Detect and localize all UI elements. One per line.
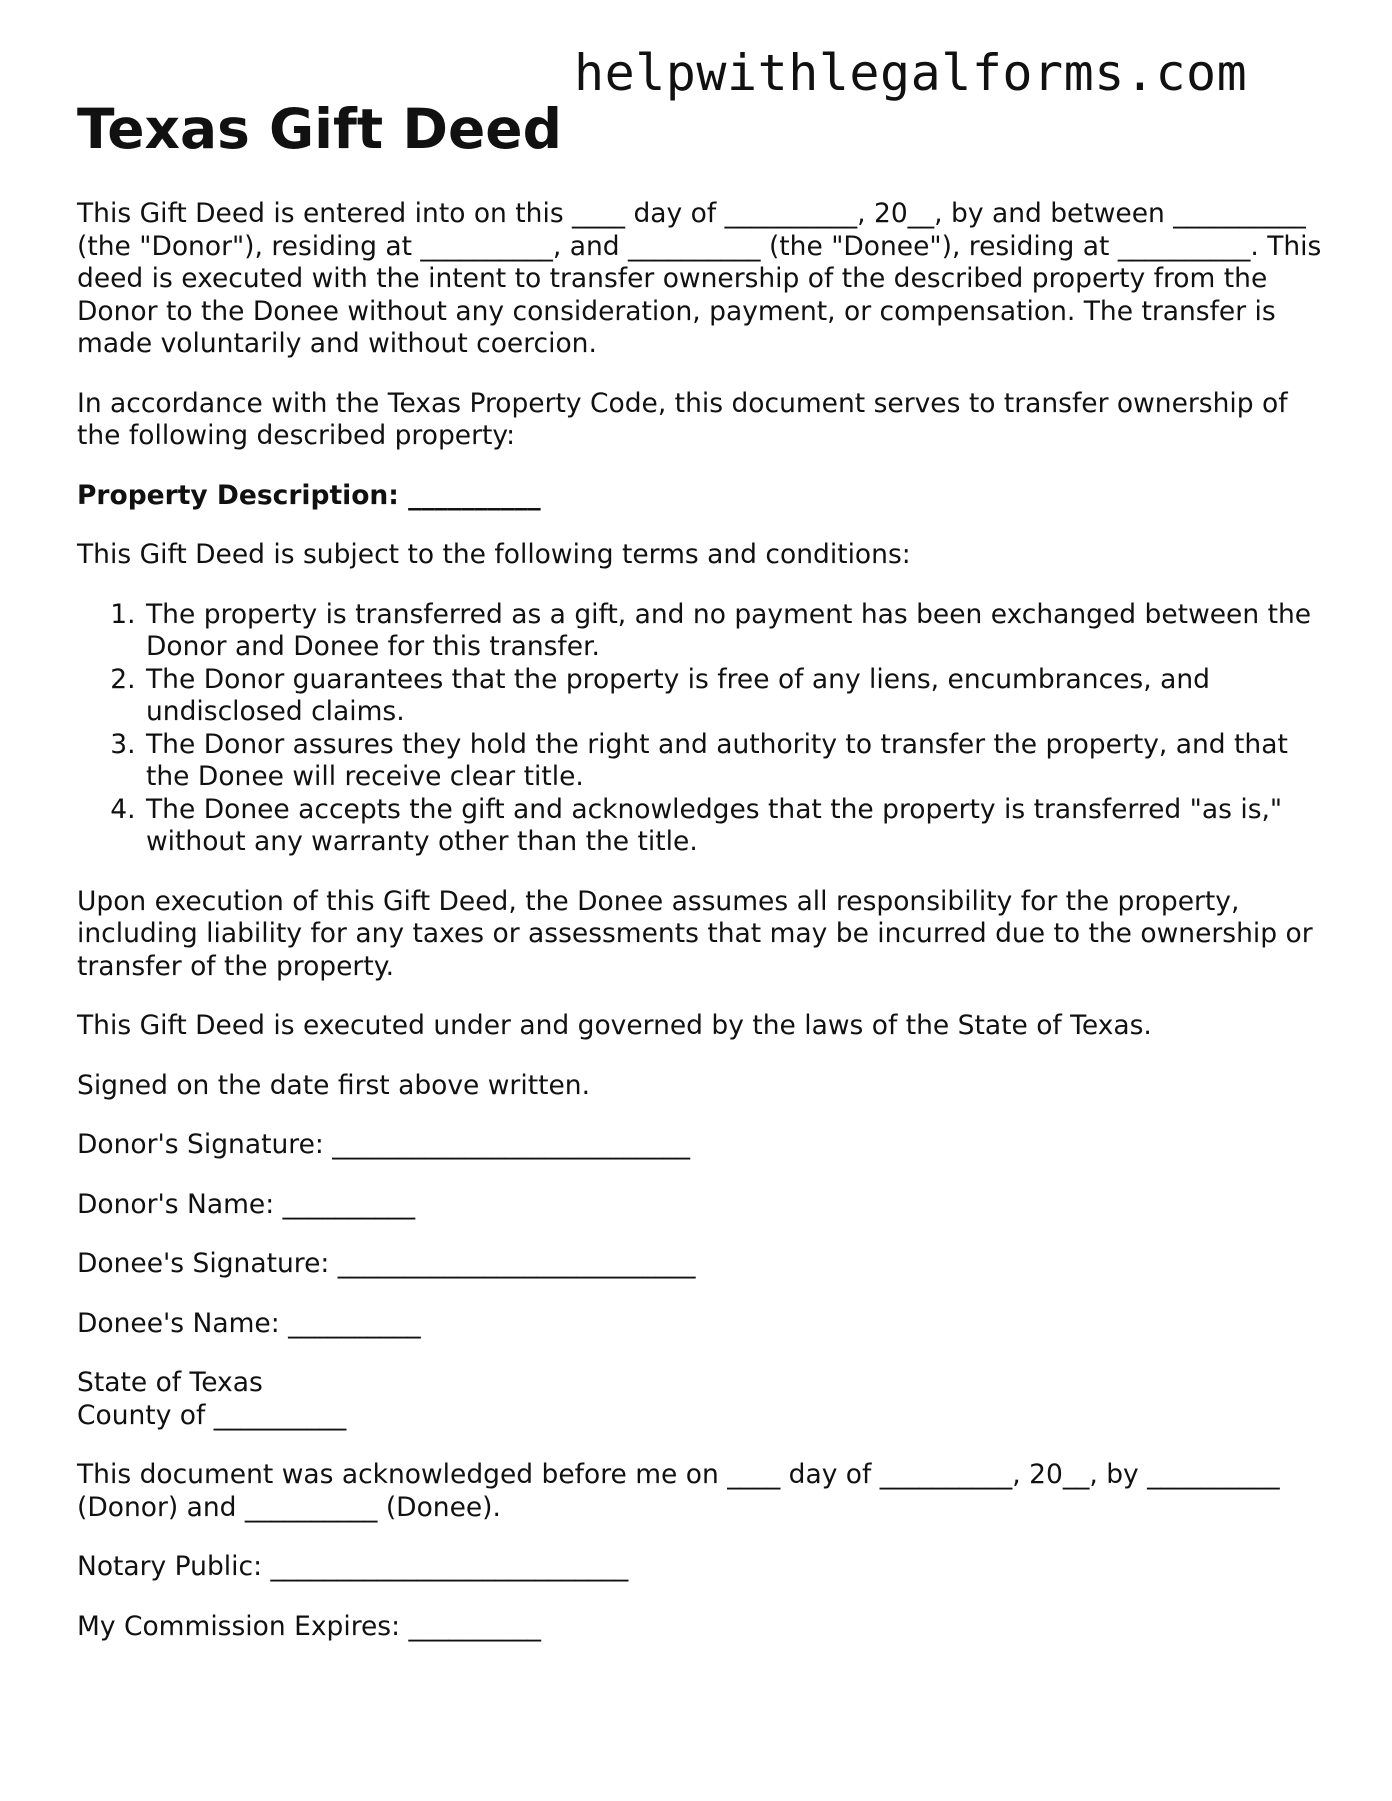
responsibility-paragraph: Upon execution of this Gift Deed, the Donee assumes all responsibility for the property, including liability for any taxes or assessments that may be incurred due to the ownership or transfer of the property. (77, 885, 1313, 982)
venue-block (77, 1367, 1327, 1432)
donee-signature-line: Donee's Signature: ___________________________ (77, 1248, 696, 1279)
intro-paragraph: This Gift Deed is entered into on this ____ day of __________, 20__, by and between __________ (the "Donor"), residing at __________, and __________ (the "Donee"), residing at __________. This deed is executed with the intent to transfer ownership of the described property from the Donor to the Donee without any consideration, payment, or compensation. The transfer is made voluntarily and without coercion. (77, 198, 1322, 359)
donee-name-line: Donee's Name: __________ (77, 1307, 421, 1339)
notary-line: Notary Public: ___________________________ (77, 1551, 629, 1582)
property-description-line: Property Description: __________ (77, 479, 541, 511)
watermark-text: helpwithlegalforms.com (574, 44, 1248, 102)
signed-line: Signed on the date first above written. (77, 1069, 590, 1101)
document-page (77, 96, 1327, 1670)
commission-line: My Commission Expires: __________ (77, 1610, 541, 1642)
county-line: County of __________ (77, 1399, 347, 1431)
terms-intro: This Gift Deed is subject to the following terms and conditions: (77, 539, 911, 570)
donor-signature-line: Donor's Signature: ___________________________ (77, 1129, 690, 1160)
term-item-3: 3. The Donor assures they hold the right and authority to transfer the property, and that the Donee will receive clear title. (144, 729, 1327, 794)
donor-name-line: Donor's Name: __________ (77, 1188, 416, 1220)
governed-paragraph: This Gift Deed is executed under and governed by the laws of the State of Texas. (77, 1010, 1152, 1041)
term-item-2: 2. The Donor guarantees that the property is free of any liens, encumbrances, and undisclosed claims. (144, 664, 1327, 729)
accordance-paragraph: In accordance with the Texas Property Code, this document serves to transfer ownership of the following described property: (77, 387, 1288, 451)
terms-list (77, 599, 1327, 859)
term-item-4: 4. The Donee accepts the gift and acknowledges that the property is transferred "as is," without any warranty other than the title. (144, 794, 1327, 859)
acknowledgment-paragraph: This document was acknowledged before me on ____ day of __________, 20__, by __________ (Donor) and __________ (Donee). (77, 1459, 1280, 1523)
term-item-1: 1. The property is transferred as a gift, and no payment has been exchanged between the Donor and Donee for this transfer. (144, 599, 1327, 664)
state-line: State of Texas (77, 1367, 263, 1398)
document-title: Texas Gift Deed (77, 97, 562, 161)
document-body (77, 198, 1327, 1643)
